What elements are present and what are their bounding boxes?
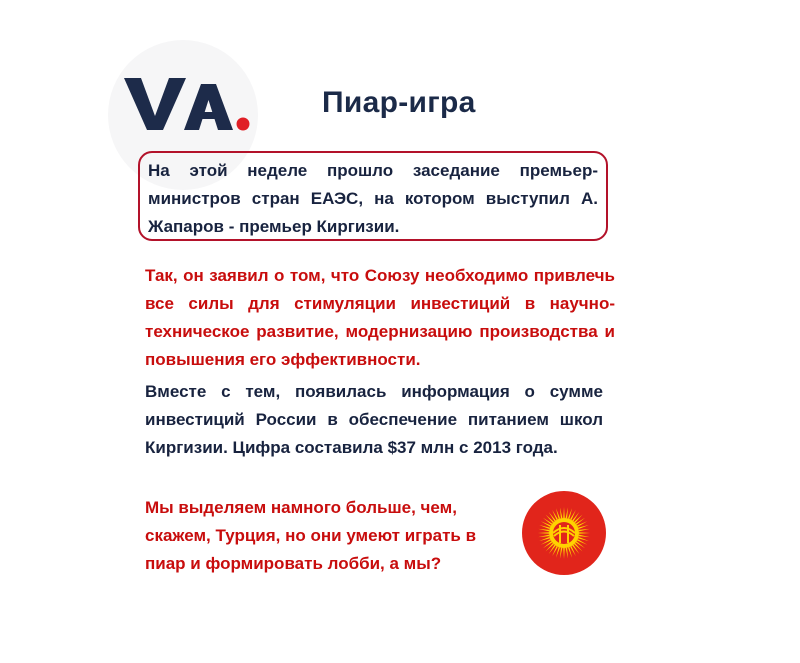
sun-ray bbox=[576, 518, 585, 525]
sun-ray bbox=[572, 512, 579, 521]
page-title: Пиар-игра bbox=[322, 86, 476, 119]
sun-ray bbox=[560, 548, 562, 559]
va-logo-icon bbox=[124, 70, 254, 136]
sun-ray bbox=[572, 545, 579, 554]
statement-paragraph: Так, он заявил о том, что Союзу необходимо привлечь все силы для стимуляции инвестиций в научно-техническое развитие, модернизацию производства и повышения его эффективности. bbox=[145, 266, 615, 369]
sun-ray bbox=[579, 532, 590, 534]
sun-ray bbox=[538, 529, 549, 531]
sun-ray bbox=[549, 545, 556, 554]
sun-ray bbox=[563, 507, 565, 518]
sun-ray bbox=[538, 532, 549, 534]
sun-ray bbox=[579, 529, 590, 531]
sun-ray bbox=[566, 507, 568, 518]
intro-box bbox=[138, 151, 608, 241]
sun-ray bbox=[543, 518, 552, 525]
sun-ray bbox=[543, 541, 552, 548]
quote-paragraph: Мы выделяем намного больше, чем, скажем, Турция, но они умеют играть в пиар и формировать лобби, а мы? bbox=[145, 498, 477, 573]
sun-ray bbox=[560, 507, 562, 518]
investment-paragraph: Вместе с тем, появилась информация о сумме инвестиций России в обеспечение питанием школ Киргизии. Цифра составила $37 млн с 2013 года. bbox=[145, 382, 603, 457]
sun-ray bbox=[538, 535, 549, 537]
sun-ray bbox=[566, 548, 568, 559]
intro-text: На этой неделе прошло заседание премьер-министров стран ЕАЭС, на котором выступил А. Жапаров - премьер Киргизии. bbox=[148, 161, 598, 236]
sun-ray bbox=[563, 548, 565, 559]
sun-ray bbox=[549, 512, 556, 521]
sun-ray bbox=[576, 541, 585, 548]
kyrgyzstan-flag-icon bbox=[522, 491, 606, 575]
sun-ray bbox=[546, 515, 554, 523]
sun-ray bbox=[574, 543, 582, 551]
sun-ray bbox=[574, 515, 582, 523]
sun-ray bbox=[579, 535, 590, 537]
sun-ray bbox=[546, 543, 554, 551]
